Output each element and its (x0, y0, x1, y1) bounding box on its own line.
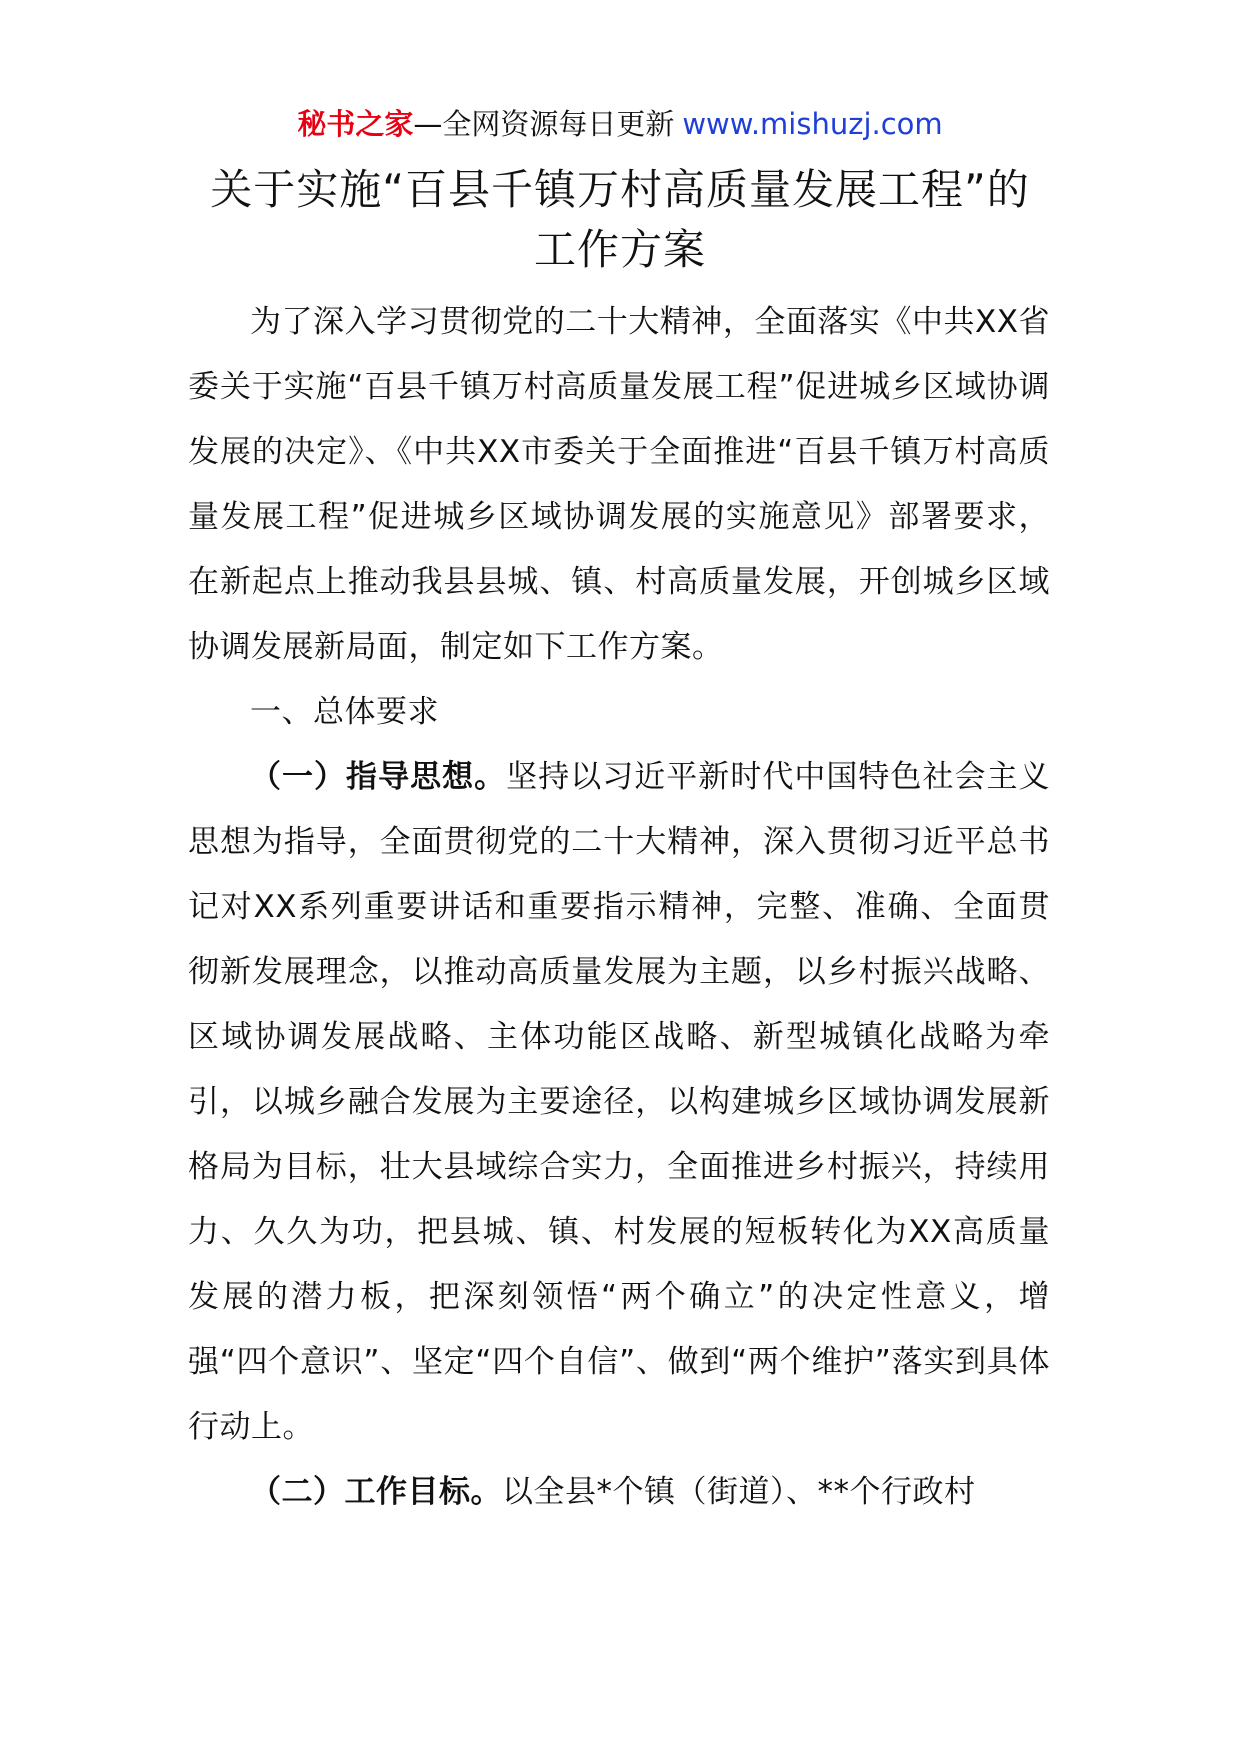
guiding-ideology-paragraph (188, 745, 1050, 1460)
document-title: 关于实施“百县千镇万村高质量发展工程”的工作方案 (210, 165, 1030, 274)
work-goals-paragraph (188, 1460, 1050, 1525)
guiding-ideology-text: 坚持以习近平新时代中国特色社会主义思想为指导，全面贯彻党的二十大精神，深入贯彻习近平总书记对XX系列重要讲话和重要指示精神，完整、准确、全面贯彻新发展理念，以推动高质量发展为主题，以乡村振兴战略、区域协调发展战略、主体功能区战略、新型城镇化战略为牵引，以城乡融合发展为主要途径，以构建城乡区域协调发展新格局为目标，壮大县域综合实力，全面推进乡村振兴，持续用力、久久为功，把县城、镇、村发展的短板转化为XX高质量发展的潜力板，把深刻领悟“两个确立”的决定性意义，增强“四个意识”、坚定“四个自信”、做到“两个维护”落实到具体行动上。 (188, 759, 1051, 1445)
intro-paragraph: 为了深入学习贯彻党的二十大精神，全面落实《中共XX省委关于实施“百县千镇万村高质量发展工程”促进城乡区域协调发展的决定》、《中共XX市委关于全面推进“百县千镇万村高质量发展工程”促进城乡区域协调发展的实施意见》部署要求，在新起点上推动我县县城、镇、村高质量发展，开创城乡区域协调发展新局面，制定如下工作方案。 (188, 304, 1050, 665)
header-tagline: —全网资源每日更新 (413, 107, 675, 141)
work-goals-text: 以全县*个镇（街道）、**个行政村 (502, 1474, 976, 1510)
brand-name: 秘书之家 (297, 107, 414, 141)
document-body (188, 290, 1050, 1525)
site-url-link[interactable]: www.mishuzj.com (682, 107, 943, 141)
guiding-ideology-label: （一）指导思想。 (250, 759, 507, 795)
site-header (0, 104, 1240, 144)
section-heading-overall-requirements: 一、总体要求 (250, 694, 439, 730)
work-goals-label: （二）工作目标。 (250, 1474, 502, 1510)
